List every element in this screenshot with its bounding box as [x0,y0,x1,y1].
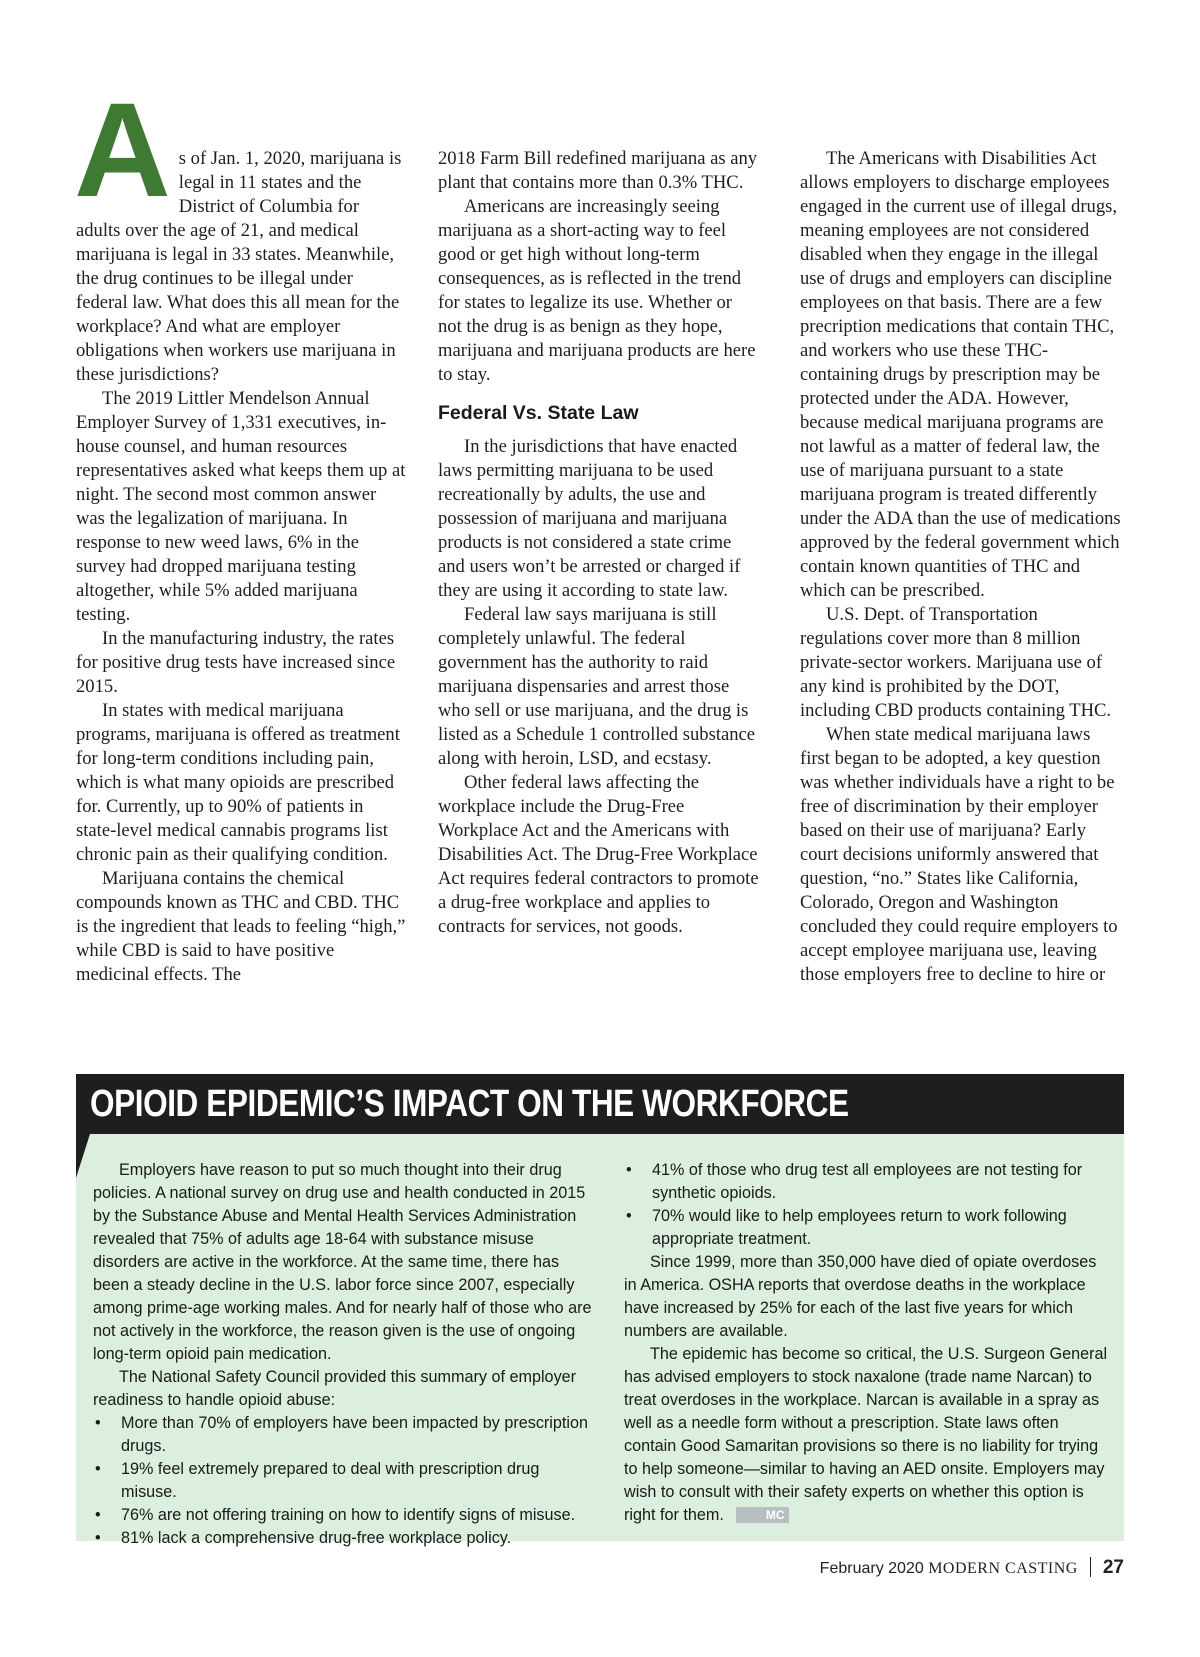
list-item-text: 81% lack a comprehensive drug-free workplace policy. [121,1529,512,1547]
article-paragraph: The Americans with Disabilities Act allows employers to discharge employees engaged in the current use of illegal drugs, meaning employees are not considered disabled when they engage in the illegal use of drugs and employers can discipline employees on that basis. There are a few precription medications that contain THC, and workers who use these THC-containing drugs by prescription may be protected under the ADA. However, because medical marijuana programs are not lawful as a matter of federal law, the use of marijuana pursuant to a state marijuana program is treated differently under the ADA than the use of medications approved by the federal government which contain known quantities of THC and which can be prescribed. [800,148,1121,601]
list-item-text: 19% feel extremely prepared to deal with prescription drug misuse. [121,1460,540,1501]
article-paragraph: Marijuana contains the chemical compounds known as THC and CBD. THC is the ingredient that leads to feeling “high,” while CBD is said to have positive medicinal effects. The [76,868,406,985]
article-paragraph: Americans are increasingly seeing marijuana as a short-acting way to feel good or get high without long-term consequences, as is reflected in the trend for states to legalize its use. Whether or not the drug is as benign as they hope, marijuana and marijuana products are here to stay. [438,196,756,385]
list-item [93,1504,598,1527]
article-paragraph: 2018 Farm Bill redefined marijuana as any plant that contains more than 0.3% THC. [438,148,758,193]
list-item-text: More than 70% of employers have been impacted by prescription drugs. [121,1414,588,1455]
bullet-icon: • [626,1207,632,1225]
article-paragraph: Federal law says marijuana is still completely unlawful. The federal government has the authority to raid marijuana dispensaries and arrest those who sell or use marijuana, and the drug is listed as a Schedule 1 controlled substance along with heroin, LSD, and ecstasy. [438,604,756,769]
sidebar-right-column [624,1159,1112,1527]
page-footer [820,1557,1124,1580]
list-item [624,1205,1112,1251]
sidebar-title: OPIOID EPIDEMIC’S IMPACT ON THE WORKFORCE [90,1083,849,1125]
bullet-icon: • [95,1414,101,1432]
readiness-bullet-list [93,1412,598,1550]
readiness-bullet-list-continued [624,1159,1112,1251]
bullet-icon: • [626,1161,632,1179]
list-item [93,1458,598,1504]
article-paragraph: The 2019 Littler Mendelson Annual Employer Survey of 1,331 executives, in-house counsel, and human resources representatives asked what keeps them up at night. The second most common answer was the legalization of marijuana. In response to new weed laws, 6% in the survey had dropped marijuana testing altogether, while 5% added marijuana testing. [76,388,406,625]
footer-divider [1090,1557,1091,1577]
article-paragraph: When state medical marijuana laws first began to be adopted, a key question was whether individuals have a right to be free of discrimination by their employer based on their use of marijuana? Early court decisions uniformly answered that question, “no.” States like California, Colorado, Oregon and Washington concluded they could require employers to accept employee marijuana use, leaving those employers free to decline to hire or [800,724,1118,985]
sidebar-paragraph: The National Safety Council provided this summary of employer readiness to handle opioid abuse: [93,1368,577,1409]
list-item [624,1159,1112,1205]
header-notch-decoration [76,1134,90,1178]
bullet-icon: • [95,1529,101,1547]
article-paragraph: In states with medical marijuana programs, marijuana is offered as treatment for long-term conditions including pain, which is what many opioids are prescribed for. Currently, up to 90% of patients in state-level medical cannabis programs list chronic pain as their qualifying condition. [76,700,400,865]
bullet-icon: • [95,1460,101,1478]
article-paragraph: In the jurisdictions that have enacted laws permitting marijuana to be used recreationally by adults, the use and possession of marijuana and marijuana products is not considered a state crime and users won’t be arrested or charged if they are using it according to state law. [438,436,741,601]
sidebar-paragraph: Since 1999, more than 350,000 have died of opiate overdoses in America. OSHA reports that overdose deaths in the workplace have increased by 25% for each of the last five years for which numbers are available. [624,1253,1097,1340]
paragraph-text: s of Jan. 1, 2020, marijuana is legal in 11 states and the District of Columbia for adults over the age of 21, and medical marijuana is legal in 33 states. Meanwhile, the drug continues to be illegal under federal law. What does this all mean for the workplace? And what are employer obligations when workers use marijuana in these jurisdictions? [76,148,402,385]
article-paragraph [74,76,406,387]
sidebar-header-bar [76,1074,1124,1134]
opioid-sidebar-box [76,1074,1124,1547]
paragraph-text: The epidemic has become so critical, the U.S. Surgeon General has advised employers to stock naxalone (trade name Narcan) to treat overdoses in the workplace. Narcan is available in a spray as well as a needle form without a prescription. State laws often contain Good Samaritan provisions so there is no liability for trying to help someone—similar to having an AED onsite. Employers may wish to consult with their safety experts on whether this option is right for them. [624,1345,1108,1524]
page-number: 27 [1102,1557,1124,1578]
article-paragraph: In the manufacturing industry, the rates for positive drug tests have increased since 2015. [76,628,396,697]
sidebar-paragraph [624,1343,1112,1527]
magazine-name: MODERN CASTING [928,1560,1078,1577]
article-column-2 [438,147,760,939]
section-subhead: Federal Vs. State Law [438,402,639,424]
drop-cap: A [74,76,169,225]
article-column-1 [74,76,406,987]
article-column-3 [800,147,1124,987]
list-item [93,1527,598,1550]
article-paragraph: Other federal laws affecting the workplace include the Drug-Free Workplace Act and the Americans with Disabilities Act. The Drug-Free Workplace Act requires federal contractors to promote a drug-free workplace and applies to contracts for services, not goods. [438,772,759,937]
article-paragraph: U.S. Dept. of Transportation regulations cover more than 8 million private-sector workers. Marijuana use of any kind is prohibited by the DOT, including CBD products containing THC. [800,604,1112,721]
issue-date: February 2020 [819,1560,924,1577]
list-item [93,1412,598,1458]
sidebar-left-column [93,1159,598,1550]
list-item-text: 70% would like to help employees return to work following appropriate treatment. [652,1207,1067,1248]
list-item-text: 41% of those who drug test all employees are not testing for synthetic opioids. [652,1161,1083,1202]
bullet-icon: • [95,1506,101,1524]
sidebar-paragraph: Employers have reason to put so much thought into their drug policies. A national survey on drug use and health conducted in 2015 by the Substance Abuse and Mental Health Services Administration revealed that 75% of adults age 18-64 with substance misuse disorders are active in the workforce. At the same time, there has been a steady decline in the U.S. labor force since 2007, especially among prime-age working males. And for nearly half of those who are not actively in the workforce, the reason given is the use of ongoing long-term opioid pain medication. [93,1161,592,1363]
list-item-text: 76% are not offering training on how to identify signs of misuse. [121,1506,576,1524]
mc-end-badge: MC [736,1507,789,1523]
